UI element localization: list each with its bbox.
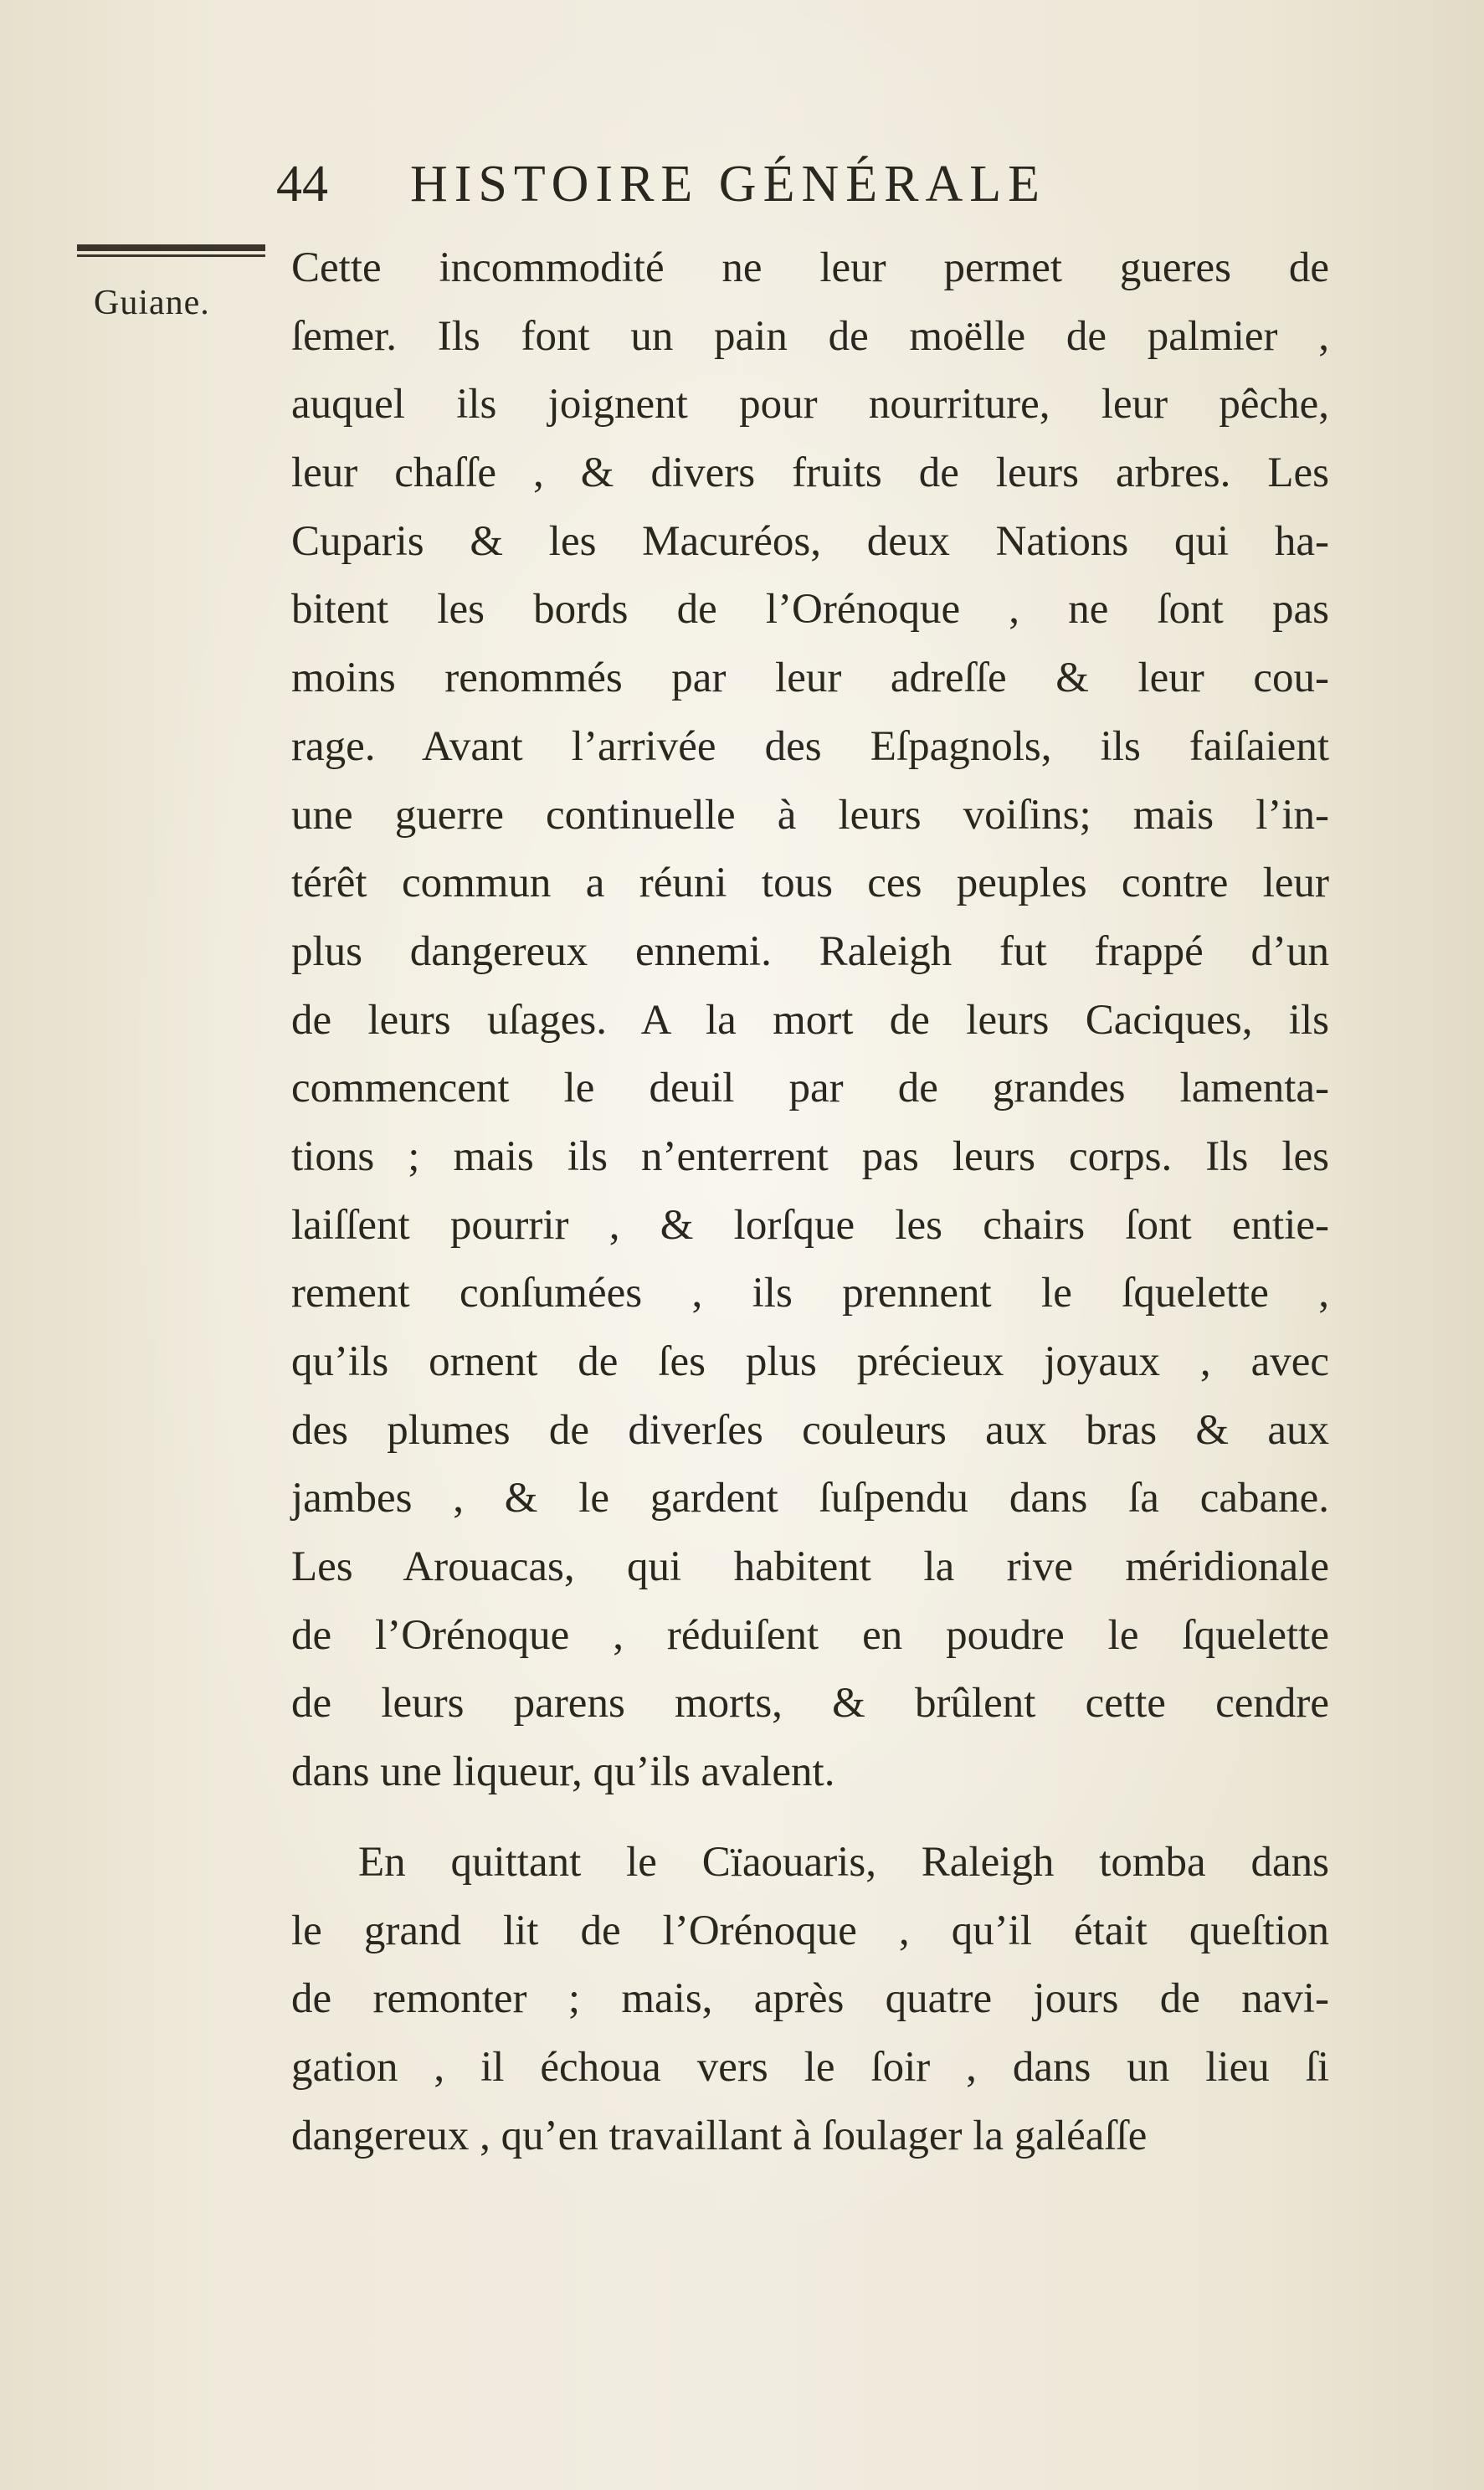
paragraph-gap: [291, 1807, 1329, 1829]
text-line: bitent les bords de l’Orénoque , ne ſont pas: [291, 586, 1329, 634]
text-line: laiſſent pourrir , & lorſque les chairs ſont entie-: [291, 1201, 1329, 1249]
text-line: commencent le deuil par de grandes lamenta-: [291, 1065, 1329, 1112]
page-number: 44: [276, 156, 328, 213]
text-line: le grand lit de l’Orénoque , qu’il était queſtion: [291, 1907, 1329, 1954]
text-line: moins renommés par leur adreſſe & leur cou-: [291, 655, 1329, 702]
text-line: Les Arouacas, qui habitent la rive méridionale: [291, 1543, 1329, 1591]
marginal-note: Guiane.: [94, 284, 210, 322]
running-header: [276, 155, 1239, 214]
text-line: térêt commun a réuni tous ces peuples contre leur: [291, 860, 1329, 907]
text-line: de l’Orénoque , réduiſent en poudre le ſquelette: [291, 1611, 1329, 1659]
running-title: HISTOIRE GÉNÉRALE: [410, 156, 1046, 213]
text-line: rement conſumées , ils prennent le ſquelette ,: [291, 1270, 1329, 1317]
text-line: Cuparis & les Macuréos, deux Nations qui ha-: [291, 517, 1329, 565]
text-line: plus dangereux ennemi. Raleigh fut frappé d’un: [291, 927, 1329, 975]
text-line: dans une liqueur, qu’ils avalent.: [291, 1748, 835, 1796]
text-line: de leurs uſages. A la mort de leurs Caciques, ils: [291, 996, 1329, 1044]
paragraphs: [291, 234, 1329, 2170]
text-line: Cette incommodité ne leur permet gueres de: [291, 244, 1329, 291]
text-line: des plumes de diverſes couleurs aux bras & aux: [291, 1406, 1329, 1454]
paragraph: [291, 1829, 1329, 2170]
text-line: une guerre continuelle à leurs voiſins; mais l’in-: [291, 791, 1329, 839]
text-line: dangereux , qu’en travaillant à ſoulager la galéaſſe: [291, 2112, 1148, 2159]
body-text: [291, 234, 1329, 2170]
marginal-rule: [77, 244, 265, 257]
text-line: leur chaſſe , & divers fruits de leurs arbres. Les: [291, 449, 1329, 497]
text-line: gation , il échoua vers le ſoir , dans un lieu ſi: [291, 2043, 1329, 2091]
text-line: auquel ils joignent pour nourriture, leur pêche,: [291, 381, 1329, 429]
text-line: qu’ils ornent de ſes plus précieux joyaux , avec: [291, 1338, 1329, 1385]
text-line: ſemer. Ils font un pain de moëlle de palmier ,: [291, 312, 1329, 360]
text-line: de remonter ; mais, après quatre jours de navi-: [291, 1975, 1329, 2023]
text-line: de leurs parens morts, & brûlent cette cendre: [291, 1680, 1329, 1728]
paragraph: [291, 234, 1329, 1807]
text-line: rage. Avant l’arrivée des Eſpagnols, ils faiſaient: [291, 722, 1329, 770]
text-line: jambes , & le gardent ſuſpendu dans ſa cabane.: [291, 1475, 1329, 1522]
text-line: En quittant le Cïaouaris, Raleigh tomba dans: [358, 1838, 1329, 1886]
text-line: tions ; mais ils n’enterrent pas leurs corps. Ils les: [291, 1132, 1329, 1180]
